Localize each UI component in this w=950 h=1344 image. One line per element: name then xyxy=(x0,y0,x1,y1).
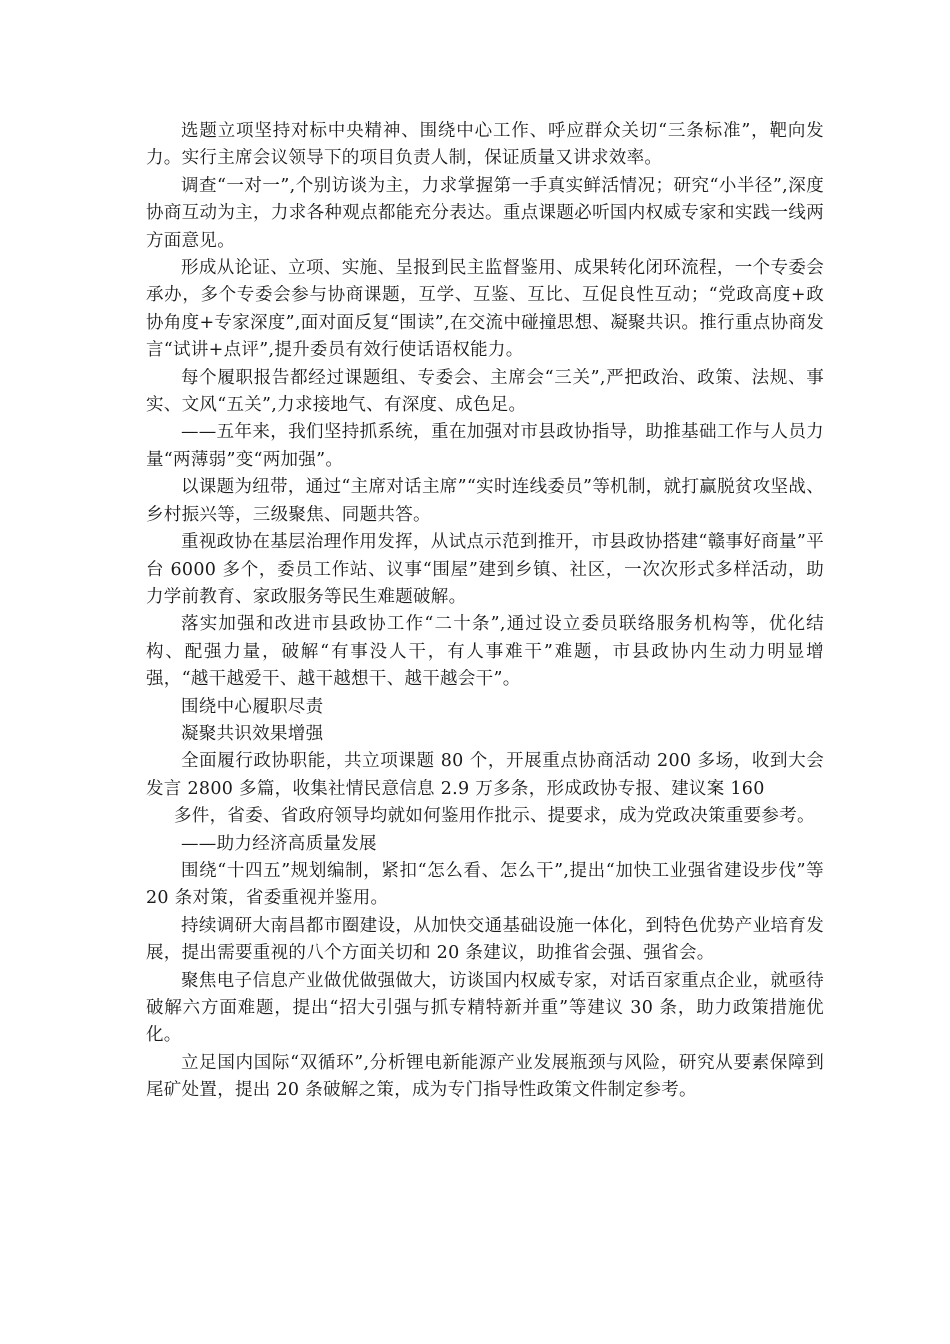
paragraph-twenty-measures: 落实加强和改进市县政协工作“二十条”,通过设立委员联络服务机构等，优化结构、配强力量，破解“有事没人干，有人事难干”难题，市县政协内生动力明显增强，“越干越爱干、越干越想干、越干越会干”。 xyxy=(146,614,824,690)
paragraph-performance-stats-continued: 多件，省委、省政府领导均就如何鉴用作批示、提要求，成为党政决策重要参考。 xyxy=(174,806,815,827)
paragraph-three-checks: 每个履职报告都经过课题组、专委会、主席会“三关”,严把政治、政策、法规、事实、文风“五关”,力求接地气、有深度、成色足。 xyxy=(146,367,824,416)
section-heading-consensus: 凝聚共识效果增强 xyxy=(181,723,324,744)
paragraph-investigation: 调查“一对一”,个别访谈为主，力求掌握第一手真实鲜活情况；研究“小半径”,深度协商互动为主，力求各种观点都能充分表达。重点课题必听国内权威专家和实践一线两方面意见。 xyxy=(146,175,824,251)
section-heading-economy: ——助力经济高质量发展 xyxy=(181,833,377,854)
section-heading-duties: 围绕中心履职尽责 xyxy=(181,696,324,717)
document-body xyxy=(146,118,824,1105)
paragraph-topic-linkage: 以课题为纽带，通过“主席对话主席”“实时连线委员”等机制，就打赢脱贫攻坚战、乡村振兴等，三级聚焦、同题共答。 xyxy=(146,477,824,525)
paragraph-five-year-plan: 围绕“十四五”规划编制，紧扣“怎么看、怎么干”,提出“加快工业强省建设步伐”等 20 条对策，省委重视并鉴用。 xyxy=(146,860,824,909)
paragraph-lithium-battery: 立足国内国际“双循环”,分析锂电新能源产业发展瓶颈与风险，研究从要素保障到尾矿处置，提出 20 条破解之策，成为专门指导性政策文件制定参考。 xyxy=(146,1052,824,1101)
paragraph-electronics-industry: 聚焦电子信息产业做优做强做大，访谈国内权威专家，对话百家重点企业，就亟待破解六方面难题，提出“招大引强与抓专精特新并重”等建议 30 条，助力政策措施优化。 xyxy=(146,970,824,1046)
paragraph-system-guidance: ——五年来，我们坚持抓系统，重在加强对市县政协指导，助推基础工作与人员力量“两薄弱”变“两加强”。 xyxy=(146,422,824,470)
paragraph-topic-selection: 选题立项坚持对标中央精神、围绕中心工作、呼应群众关切“三条标准”，靶向发力。实行主席会议领导下的项目负责人制，保证质量又讲求效率。 xyxy=(146,121,824,169)
paragraph-nanchang-metro: 持续调研大南昌都市圈建设，从加快交通基础设施一体化，到特色优势产业培育发展，提出需要重视的八个方面关切和 20 条建议，助推省会强、强省会。 xyxy=(146,915,824,964)
paragraph-grassroots-governance: 重视政协在基层治理作用发挥，从试点示范到推开，市县政协搭建“赣事好商量”平台 6000 多个，委员工作站、议事“围屋”建到乡镇、社区，一次次形式多样活动，助力学前教育、家政服务等民生难题破解。 xyxy=(146,532,824,607)
paragraph-closed-loop-process: 形成从论证、立项、实施、呈报到民主监督鉴用、成果转化闭环流程，一个专委会承办，多个专委会参与协商课题，互学、互鉴、互比、互促良性互动；“党政高度+政协角度+专家深度”,面对面反复“围读”,在交流中碰撞思想、凝聚共识。推行重点协商发言“试讲+点评”,提升委员有效行使话语权能力。 xyxy=(146,258,824,361)
paragraph-performance-stats: 全面履行政协职能，共立项课题 80 个，开展重点协商活动 200 多场，收到大会发言 2800 多篇，收集社情民意信息 2.9 万多条，形成政协专报、建议案 160 xyxy=(146,751,824,799)
